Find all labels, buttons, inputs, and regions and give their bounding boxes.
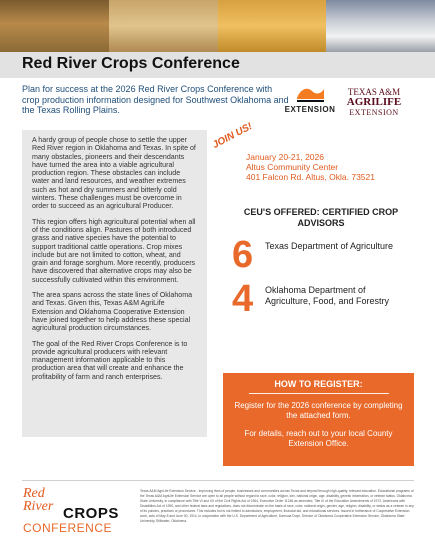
event-venue: Altus Community Center [246, 162, 339, 172]
osu-extension-label: EXTENSION [284, 105, 336, 114]
about-paragraph-3: The area spans across the state lines of Oklahoma and Texas. Given this, Texas A&M AgriLife Extension and Oklahoma Cooperative Extension have joined together to help address these special agricultural production circumstances. [32, 291, 193, 333]
wheat-photo [109, 0, 218, 52]
logo-crops: CROPS [63, 505, 119, 522]
register-instructions: Register for the 2026 conference by completing the attached form. [234, 401, 403, 420]
event-details [246, 152, 375, 182]
register-divider [249, 393, 389, 394]
tam-line2: AGRILIFE [346, 96, 402, 108]
registration-box [223, 373, 414, 466]
tam-line3: EXTENSION [349, 108, 399, 117]
legal-disclaimer: Texas A&M AgriLife Extension Service - Improving lives of people, businesses and communities across Texas and beyond through high-quality, relevant education. Educational programs of the Texas A&M AgriLife Extension Service are open to all people without regard to race, color, religion, sex, national origin, age, disability, genetic information, or veteran status. Oklahoma State University, in compliance with Title VI and VII of the Civil Rights Act of 1964, Executive Order 11246 as amended, Title IX of the Education Amendments of 1972, Americans with Disabilities Act of 1990, and other federal laws and regulations, does not discriminate on the basis of race, color, national origin, gender, age, religion, disability, or status as a veteran in any of its policies, practices or procedures. This includes but is not limited to admissions, employment, financial aid, and educational services. Issued in furtherance of Cooperative Extension work, acts of May 8 and June 30, 1914, in cooperation with the U.S. Department of Agriculture, Damona Doye, Director of Oklahoma Cooperative Extension Service, Oklahoma State University, Stillwater, Oklahoma. [140, 489, 414, 523]
ceu-item [232, 280, 405, 318]
sorghum-photo [0, 0, 109, 52]
ceu-agency: Texas Department of Agriculture [265, 241, 394, 251]
osu-extension-logo [281, 85, 339, 114]
tam-line1: TEXAS A&M [347, 87, 401, 97]
logo-red-river [23, 487, 53, 513]
crop-photo-banner [0, 0, 435, 52]
ceu-count: 6 [232, 234, 254, 276]
event-date: January 20-21, 2026 [246, 152, 324, 162]
ceu-agency: Oklahoma Department of Agriculture, Food, and Forestry [265, 285, 390, 306]
register-contact: For details, reach out to your local County Extension Office. [244, 429, 393, 448]
intro-text: Plan for success at the 2026 Red River Crops Conference with crop production information designed for Southwest Oklahoma and the Texas Rolling Plains. [22, 84, 289, 115]
about-paragraph-2: This region offers high agricultural potential when all of the conditions align. Pastures of both introduced grass and native species have the potential to support traditional cattle operations. Crop mixes include but are not limited to cotton, wheat, and grain and forage sorghum. More recently, producers have discovered that alternative crops may also be successfully cultivated within this environment. [32, 217, 196, 284]
register-heading: HOW TO REGISTER: [274, 379, 363, 389]
join-us-label: JOIN US! [210, 120, 255, 151]
ceu-item [232, 236, 405, 274]
cotton-photo [326, 0, 435, 52]
grain-photo [218, 0, 327, 52]
about-paragraph-4: The goal of the Red River Crops Conference is to provide agricultural producers with relevant management information applicable to this production area that will create and enhance the profitability of farm and ranch enterprises. [32, 339, 188, 381]
about-paragraph-1: A hardy group of people chose to settle the upper Red River region in Oklahoma and Texas. In spite of many obstacles, pioneers and their descendants have turned the area into a viable agricultural production region. These obstacles can include water and land resources, and weather extremes such as hot and dry summers and bitterly cold winters. These challenges must be overcome in order to succeed as an agricultural Producer. [32, 136, 196, 211]
ceu-count: 4 [232, 278, 254, 320]
page-title: Red River Crops Conference [22, 55, 240, 72]
event-address: 401 Falcon Rd. Altus, Okla. 73521 [246, 172, 375, 182]
footer-divider [22, 480, 414, 481]
logo-river: River [23, 499, 54, 514]
osu-brand-icon [294, 85, 326, 103]
ceu-title: CEU'S OFFERED: CERTIFIED CROP ADVISORS [243, 207, 399, 228]
texas-am-agrilife-logo [339, 87, 409, 117]
logo-conference: CONFERENCE [23, 521, 113, 535]
about-panel [22, 130, 207, 437]
logo-red: Red [23, 486, 45, 501]
